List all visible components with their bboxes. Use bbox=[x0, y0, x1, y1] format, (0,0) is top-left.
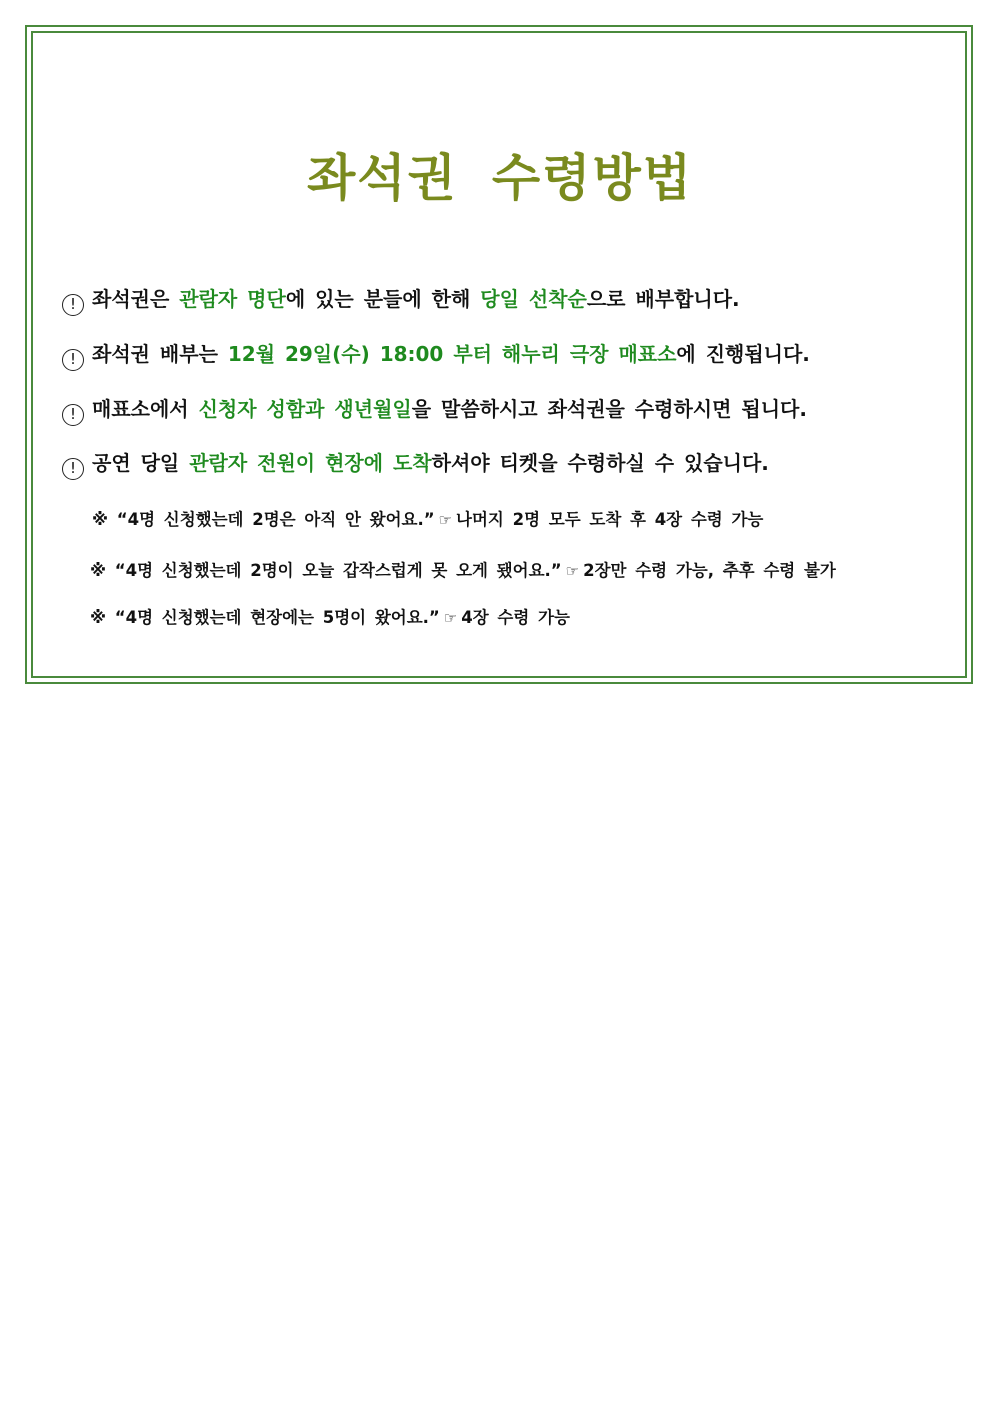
title-word-2: 수령방법 bbox=[491, 148, 694, 207]
example-item bbox=[90, 557, 836, 581]
pointing-hand-icon: ☞ bbox=[443, 609, 458, 627]
example-result: 나머지 2명 모두 도착 후 4장 수령 가능 bbox=[456, 510, 764, 529]
exclamation-circle-icon: ! bbox=[62, 294, 84, 316]
reference-mark-icon: ※ bbox=[90, 561, 107, 580]
rule-text: 매표소에서 bbox=[92, 397, 199, 421]
reference-mark-icon: ※ bbox=[90, 608, 107, 627]
exclamation-circle-icon: ! bbox=[62, 349, 84, 371]
rule-highlight: 당일 선착순 bbox=[480, 287, 587, 311]
title-word-1: 좌석권 bbox=[306, 148, 458, 207]
rule-highlight: 관람자 전원이 현장에 도착 bbox=[189, 451, 432, 475]
page-title bbox=[0, 138, 1000, 210]
pointing-hand-icon: ☞ bbox=[438, 511, 453, 529]
rule-item bbox=[62, 283, 740, 316]
exclamation-circle-icon: ! bbox=[62, 458, 84, 480]
rule-item bbox=[62, 447, 769, 480]
rule-text: 좌석권 배부는 bbox=[92, 342, 228, 366]
rule-highlight: 관람자 명단 bbox=[179, 287, 286, 311]
example-item bbox=[92, 506, 763, 530]
rule-text: 하셔야 티켓을 수령하실 수 있습니다. bbox=[431, 451, 769, 475]
rule-highlight: 12월 29일(수) 18:00 부터 해누리 극장 매표소 bbox=[227, 342, 677, 366]
example-quote: “4명 신청했는데 2명은 아직 안 왔어요.” bbox=[116, 510, 435, 529]
pointing-hand-icon: ☞ bbox=[565, 562, 580, 580]
example-quote: “4명 신청했는데 2명이 오늘 갑작스럽게 못 오게 됐어요.” bbox=[114, 561, 562, 580]
rule-item bbox=[62, 338, 810, 371]
rule-text: 에 있는 분들에 한해 bbox=[285, 287, 481, 311]
rule-text: 을 말씀하시고 좌석권을 수령하시면 됩니다. bbox=[411, 397, 807, 421]
rule-text: 공연 당일 bbox=[92, 451, 190, 475]
example-result: 2장만 수령 가능, 추후 수령 불가 bbox=[583, 561, 836, 580]
reference-mark-icon: ※ bbox=[92, 510, 109, 529]
rule-text: 에 진행됩니다. bbox=[676, 342, 810, 366]
rule-text: 좌석권은 bbox=[92, 287, 180, 311]
rule-item bbox=[62, 393, 807, 426]
exclamation-circle-icon: ! bbox=[62, 404, 84, 426]
example-result: 4장 수령 가능 bbox=[461, 608, 570, 627]
example-item bbox=[90, 604, 570, 628]
rule-highlight: 신청자 성함과 생년월일 bbox=[198, 397, 412, 421]
rule-text: 으로 배부합니다. bbox=[586, 287, 740, 311]
example-quote: “4명 신청했는데 현장에는 5명이 왔어요.” bbox=[114, 608, 440, 627]
